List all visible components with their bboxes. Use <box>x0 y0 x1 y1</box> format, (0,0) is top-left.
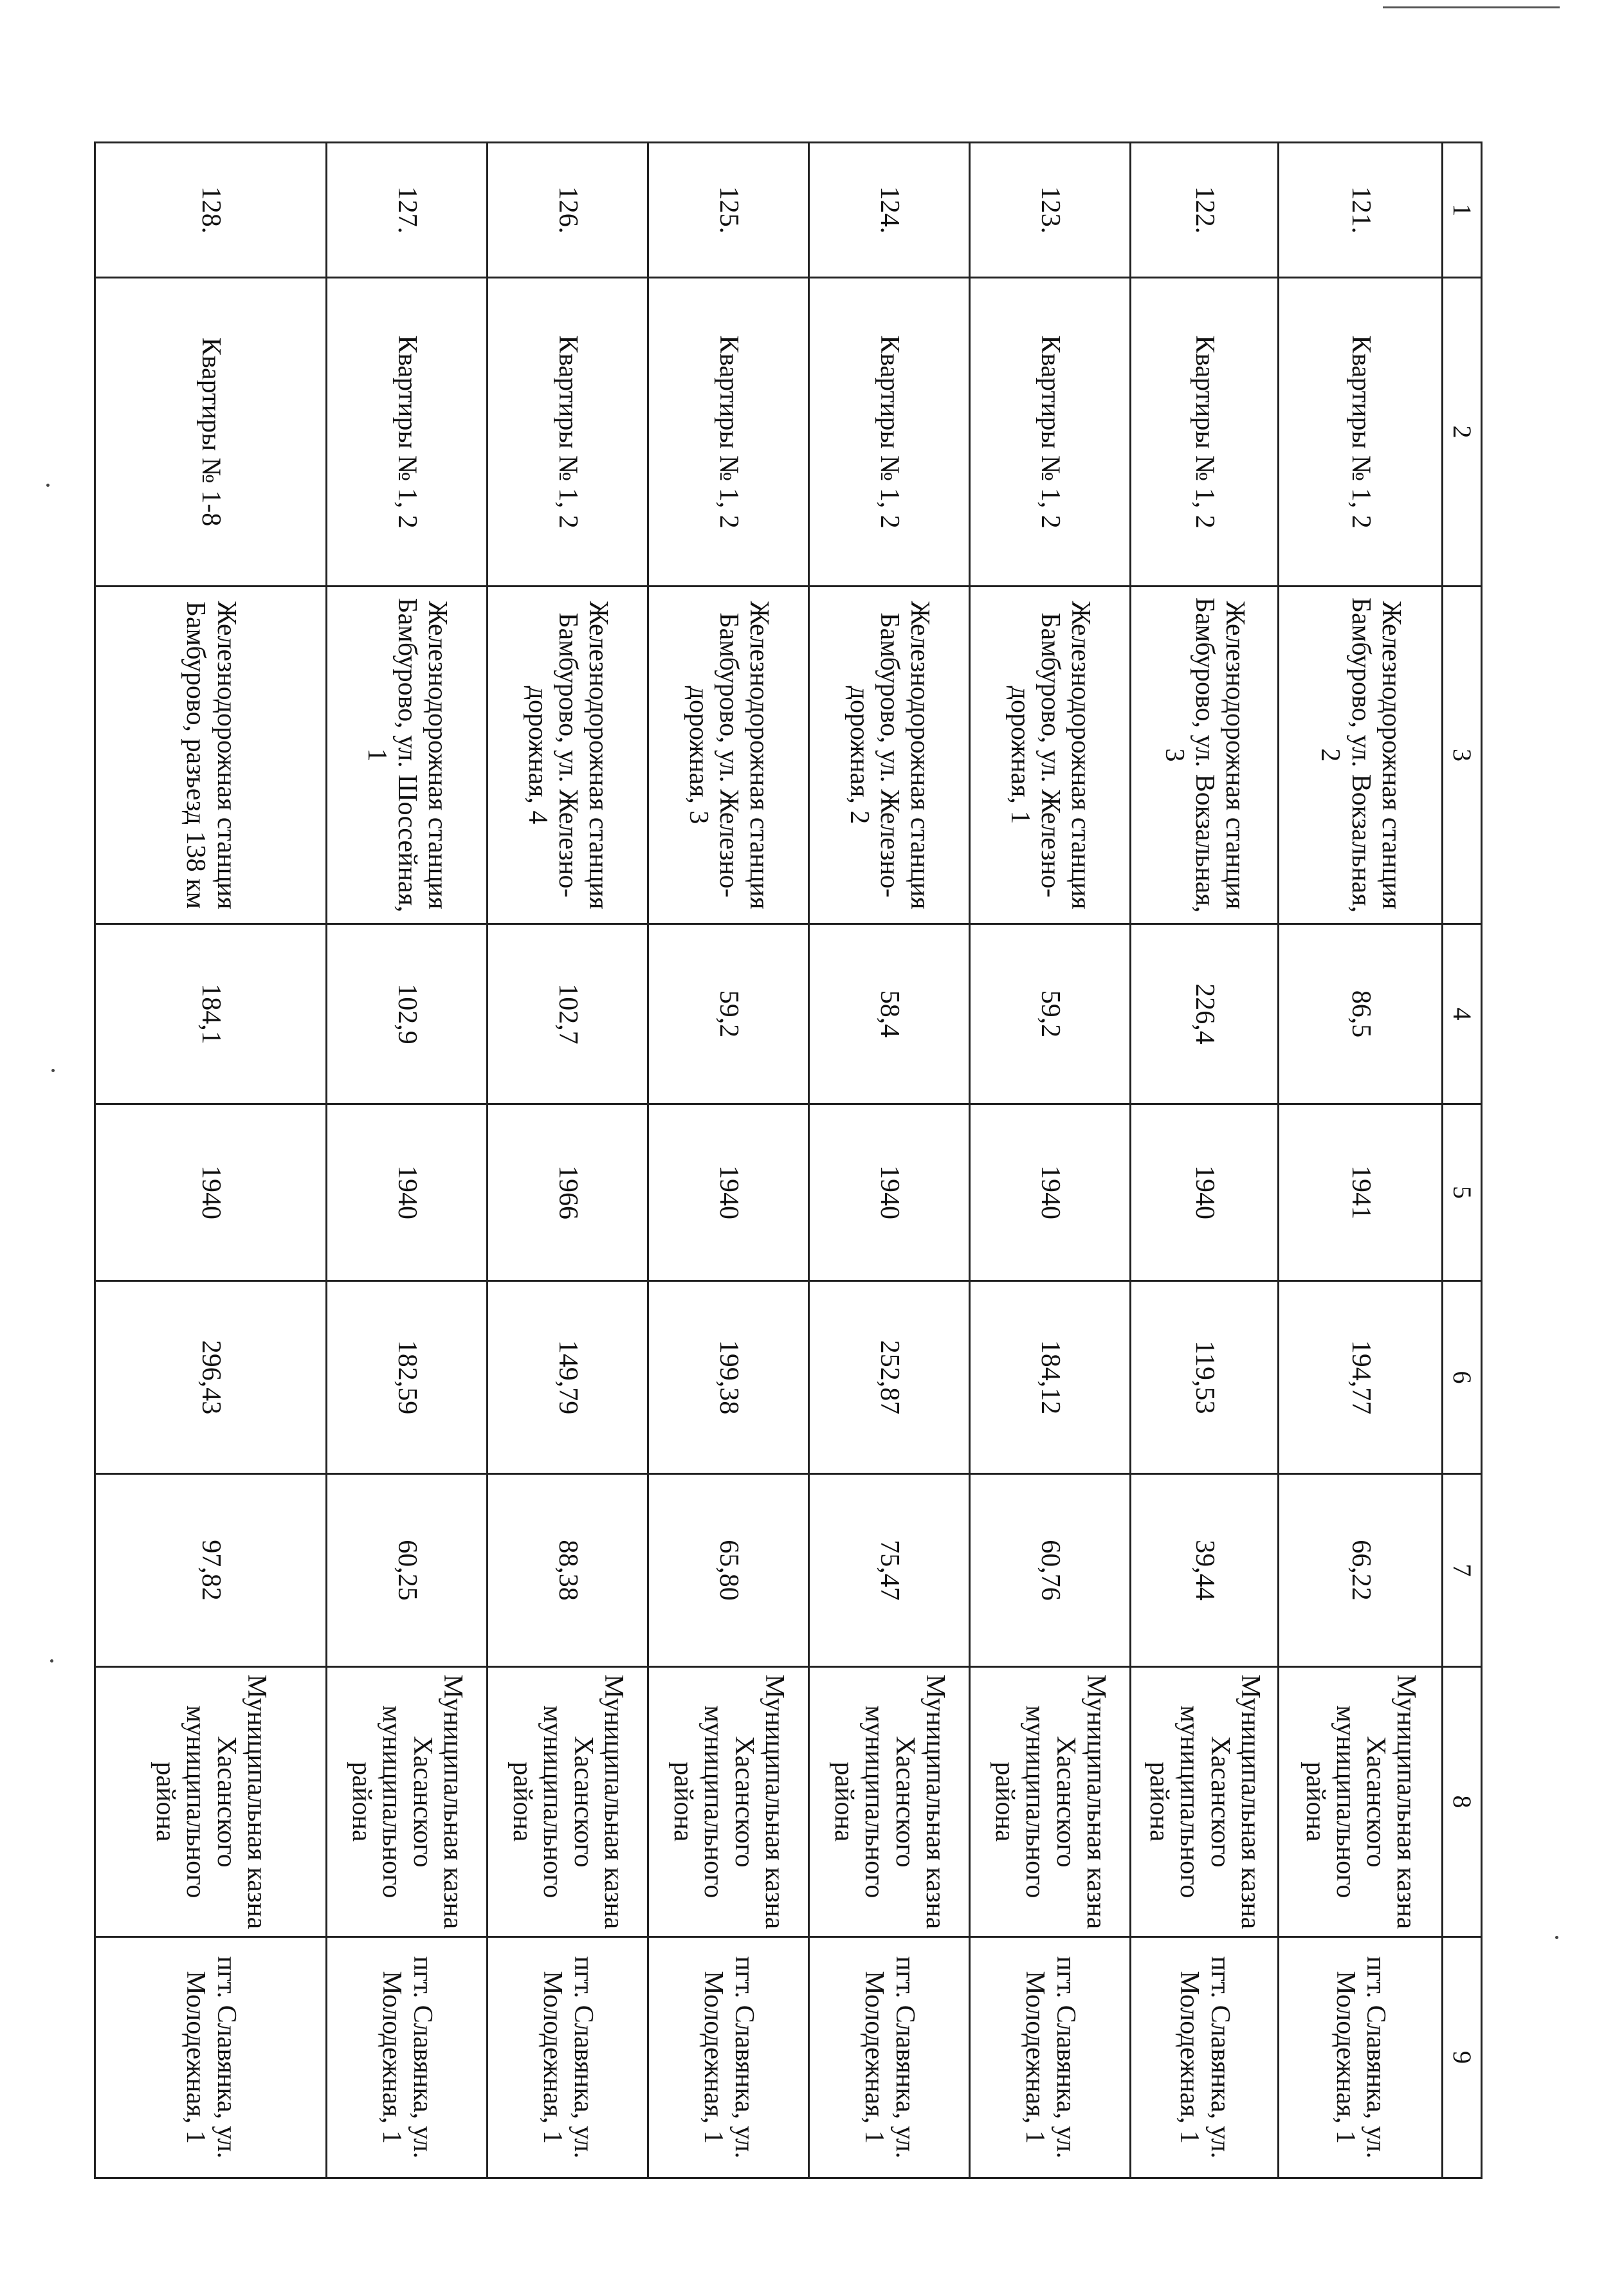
year-cell: 1966 <box>488 1104 648 1281</box>
value-col7-cell: 97,82 <box>95 1474 327 1667</box>
value-col7-cell: 65,80 <box>648 1474 809 1667</box>
scan-speck <box>1555 1936 1558 1939</box>
row-number: 125. <box>648 143 809 278</box>
location-cell: пгт. Славянка, ул. Молодежная, 1 <box>488 1937 648 2178</box>
area-cell: 102,9 <box>327 924 488 1104</box>
top-edge-line <box>1383 6 1560 8</box>
address-cell: Железнодорожная станция Бамбурово, ул. Железно-дорожная, 1 <box>970 587 1131 924</box>
row-number: 128. <box>95 143 327 278</box>
address-cell: Железнодорожная станция Бамбурово, ул. Железно-дорожная, 2 <box>809 587 970 924</box>
value-col6-cell: 119,53 <box>1131 1281 1279 1474</box>
column-header: 1 <box>1443 143 1482 278</box>
location-cell: пгт. Славянка, ул. Молодежная, 1 <box>327 1937 488 2178</box>
location-cell: пгт. Славянка, ул. Молодежная, 1 <box>809 1937 970 2178</box>
value-col7-cell: 60,76 <box>970 1474 1131 1667</box>
apartment-name: Квартиры № 1, 2 <box>488 278 648 587</box>
owner-cell: Муниципальная казна Хасанского муниципального района <box>488 1667 648 1937</box>
apartment-name: Квартиры № 1, 2 <box>648 278 809 587</box>
table-row <box>488 143 648 2178</box>
table-row <box>648 143 809 2178</box>
scan-speck <box>51 1069 55 1072</box>
table-row <box>1131 143 1279 2178</box>
apartment-name: Квартиры № 1, 2 <box>809 278 970 587</box>
apartment-name: Квартиры № 1, 2 <box>1279 278 1443 587</box>
table-row <box>95 143 327 2178</box>
value-col7-cell: 39,44 <box>1131 1474 1279 1667</box>
owner-cell: Муниципальная казна Хасанского муниципального района <box>648 1667 809 1937</box>
year-cell: 1940 <box>970 1104 1131 1281</box>
owner-cell: Муниципальная казна Хасанского муниципального района <box>95 1667 327 1937</box>
value-col6-cell: 194,77 <box>1279 1281 1443 1474</box>
column-header: 2 <box>1443 278 1482 587</box>
area-cell: 59,2 <box>648 924 809 1104</box>
year-cell: 1940 <box>1131 1104 1279 1281</box>
column-header: 7 <box>1443 1474 1482 1667</box>
column-header: 5 <box>1443 1104 1482 1281</box>
area-cell: 59,2 <box>970 924 1131 1104</box>
owner-cell: Муниципальная казна Хасанского муниципального района <box>1131 1667 1279 1937</box>
table-row <box>970 143 1131 2178</box>
rotated-page <box>109 141 1483 2177</box>
row-number: 123. <box>970 143 1131 278</box>
address-cell: Железнодорожная станция Бамбурово, ул. Железно-дорожная, 4 <box>488 587 648 924</box>
apartment-name: Квартиры № 1, 2 <box>970 278 1131 587</box>
owner-cell: Муниципальная казна Хасанского муниципального района <box>809 1667 970 1937</box>
year-cell: 1940 <box>95 1104 327 1281</box>
address-cell: Железнодорожная станция Бамбурово, ул. Вокзальная, 2 <box>1279 587 1443 924</box>
column-header: 6 <box>1443 1281 1482 1474</box>
location-cell: пгт. Славянка, ул. Молодежная, 1 <box>970 1937 1131 2178</box>
column-header: 9 <box>1443 1937 1482 2178</box>
row-number: 127. <box>327 143 488 278</box>
value-col6-cell: 149,79 <box>488 1281 648 1474</box>
table-row <box>1279 143 1443 2178</box>
location-cell: пгт. Славянка, ул. Молодежная, 1 <box>648 1937 809 2178</box>
row-number: 121. <box>1279 143 1443 278</box>
location-cell: пгт. Славянка, ул. Молодежная, 1 <box>95 1937 327 2178</box>
apartment-name: Квартиры № 1, 2 <box>327 278 488 587</box>
address-cell: Железнодорожная станция Бамбурово, разъезд 138 км <box>95 587 327 924</box>
value-col7-cell: 88,38 <box>488 1474 648 1667</box>
property-register-table <box>94 141 1483 2179</box>
apartment-name: Квартиры № 1-8 <box>95 278 327 587</box>
area-cell: 58,4 <box>809 924 970 1104</box>
column-header: 3 <box>1443 587 1482 924</box>
table-row <box>327 143 488 2178</box>
value-col7-cell: 75,47 <box>809 1474 970 1667</box>
value-col6-cell: 252,87 <box>809 1281 970 1474</box>
area-cell: 86,5 <box>1279 924 1443 1104</box>
location-cell: пгт. Славянка, ул. Молодежная, 1 <box>1279 1937 1443 2178</box>
owner-cell: Муниципальная казна Хасанского муниципального района <box>327 1667 488 1937</box>
value-col6-cell: 184,12 <box>970 1281 1131 1474</box>
column-header: 8 <box>1443 1667 1482 1937</box>
address-cell: Железнодорожная станция Бамбурово, ул. Вокзальная, 3 <box>1131 587 1279 924</box>
scan-speck <box>50 1659 53 1663</box>
value-col7-cell: 60,25 <box>327 1474 488 1667</box>
row-number: 126. <box>488 143 648 278</box>
value-col6-cell: 182,59 <box>327 1281 488 1474</box>
value-col6-cell: 296,43 <box>95 1281 327 1474</box>
year-cell: 1940 <box>648 1104 809 1281</box>
year-cell: 1941 <box>1279 1104 1443 1281</box>
value-col6-cell: 199,38 <box>648 1281 809 1474</box>
area-cell: 184,1 <box>95 924 327 1104</box>
value-col7-cell: 66,22 <box>1279 1474 1443 1667</box>
year-cell: 1940 <box>809 1104 970 1281</box>
owner-cell: Муниципальная казна Хасанского муниципального района <box>970 1667 1131 1937</box>
area-cell: 102,7 <box>488 924 648 1104</box>
row-number: 124. <box>809 143 970 278</box>
year-cell: 1940 <box>327 1104 488 1281</box>
address-cell: Железнодорожная станция Бамбурово, ул. Железно-дорожная, 3 <box>648 587 809 924</box>
scan-speck <box>46 484 50 487</box>
column-header: 4 <box>1443 924 1482 1104</box>
area-cell: 226,4 <box>1131 924 1279 1104</box>
address-cell: Железнодорожная станция Бамбурово, ул. Шоссейная, 1 <box>327 587 488 924</box>
header-row <box>1443 143 1482 2178</box>
owner-cell: Муниципальная казна Хасанского муниципального района <box>1279 1667 1443 1937</box>
row-number: 122. <box>1131 143 1279 278</box>
location-cell: пгт. Славянка, ул. Молодежная, 1 <box>1131 1937 1279 2178</box>
apartment-name: Квартиры № 1, 2 <box>1131 278 1279 587</box>
table-row <box>809 143 970 2178</box>
